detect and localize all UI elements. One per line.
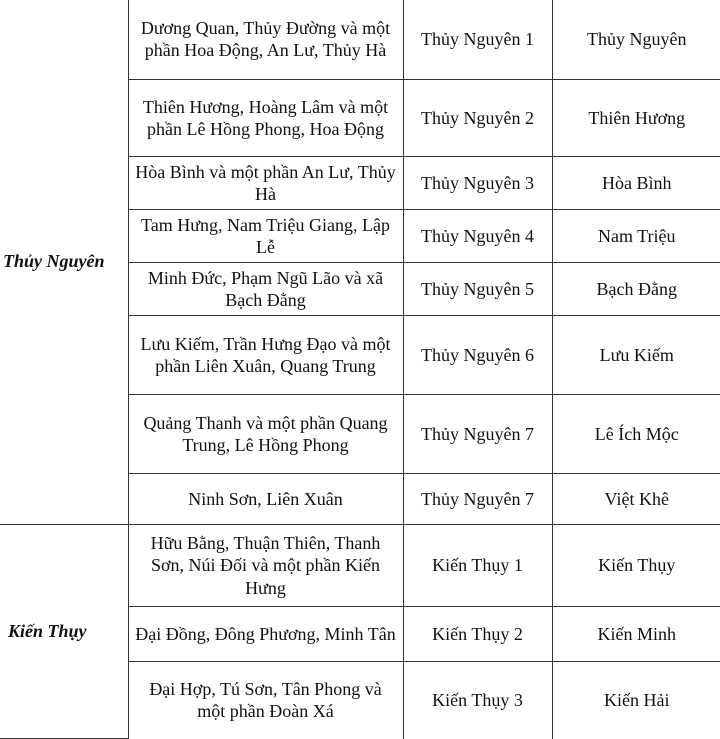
unit-cell: Kiến Thụy 2 [403,607,552,662]
new-name-cell: Kiến Minh [552,607,720,662]
table-row [0,525,720,607]
table-row [0,0,720,80]
areas-cell: Quảng Thanh và một phần Quang Trung, Lê Hồng Phong [128,395,403,474]
areas-cell: Ninh Sơn, Liên Xuân [128,474,403,525]
areas-cell: Hòa Bình và một phần An Lư, Thủy Hà [128,157,403,210]
unit-cell: Thủy Nguyên 5 [403,263,552,316]
new-name-cell: Kiến Thụy [552,525,720,607]
new-name-cell: Thiên Hương [552,80,720,157]
unit-cell: Thủy Nguyên 2 [403,80,552,157]
areas-cell: Hữu Bằng, Thuận Thiên, Thanh Sơn, Núi Đối và một phần Kiến Hưng [128,525,403,607]
areas-cell: Lưu Kiếm, Trần Hưng Đạo và một phần Liên Xuân, Quang Trung [128,316,403,395]
areas-cell: Tam Hưng, Nam Triệu Giang, Lập Lễ [128,210,403,263]
new-name-cell: Kiến Hải [552,662,720,739]
unit-cell: Kiến Thụy 1 [403,525,552,607]
new-name-cell: Lê Ích Mộc [552,395,720,474]
unit-cell: Thủy Nguyên 1 [403,0,552,80]
new-name-cell: Nam Triệu [552,210,720,263]
unit-cell: Thủy Nguyên 7 [403,395,552,474]
unit-cell: Thủy Nguyên 7 [403,474,552,525]
new-name-cell: Bạch Đằng [552,263,720,316]
unit-cell: Thủy Nguyên 3 [403,157,552,210]
unit-cell: Thủy Nguyên 6 [403,316,552,395]
areas-cell: Dương Quan, Thủy Đường và một phần Hoa Động, An Lư, Thủy Hà [128,0,403,80]
areas-cell: Thiên Hương, Hoàng Lâm và một phần Lê Hồng Phong, Hoa Động [128,80,403,157]
new-name-cell: Việt Khê [552,474,720,525]
areas-cell: Minh Đức, Phạm Ngũ Lão và xã Bạch Đằng [128,263,403,316]
new-name-cell: Thủy Nguyên [552,0,720,80]
new-name-cell: Lưu Kiếm [552,316,720,395]
district-cell-kien-thuy: Kiến Thụy [0,525,128,739]
unit-cell: Thủy Nguyên 4 [403,210,552,263]
district-cell-thuy-nguyen: Thủy Nguyên [0,0,128,525]
new-name-cell: Hòa Bình [552,157,720,210]
areas-cell: Đại Đồng, Đông Phương, Minh Tân [128,607,403,662]
unit-cell: Kiến Thụy 3 [403,662,552,739]
areas-cell: Đại Hợp, Tú Sơn, Tân Phong và một phần Đoàn Xá [128,662,403,739]
